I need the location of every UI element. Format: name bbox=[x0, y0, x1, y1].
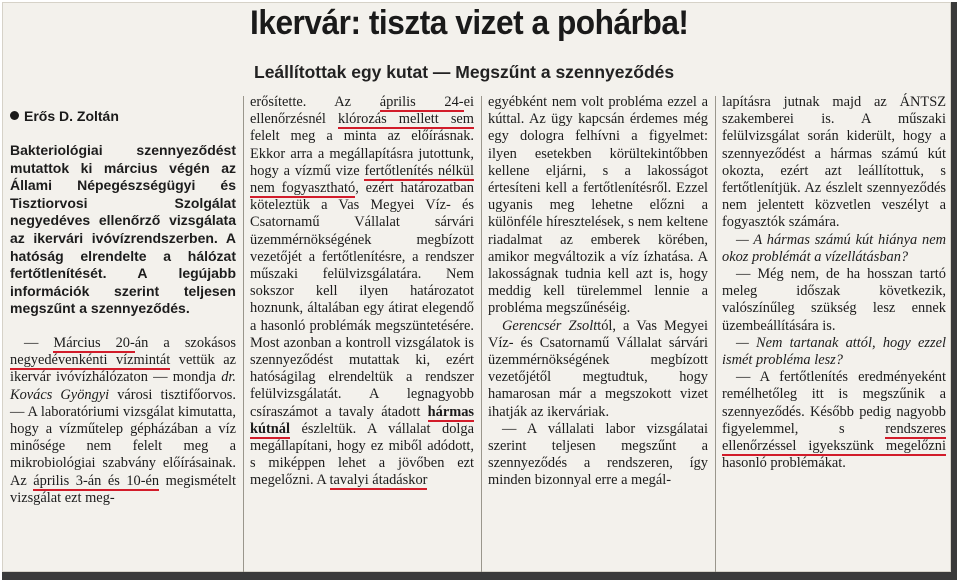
column-1 bbox=[10, 142, 236, 507]
article-lead: Bakteriológiai szennyeződést mutattok ki március végén az Állami Népegészségügyi és Tisztiorvosi Szolgálat negyedéves ellenőrző vizsgálata az ikervári ivóvízrendszerben. A hatóság elrendelte a hálózat fertőtlenítését. A legújabb információk szerint teljesen megszűnt a szennyeződés. bbox=[10, 142, 236, 317]
quoted-person: Gerencsér Zsolt bbox=[502, 317, 598, 334]
column-rule bbox=[243, 96, 244, 576]
underlined-date: április 24- bbox=[379, 94, 464, 110]
paragraph: — Március 20-án a szokásos negyedévenkénti vízmintát vettük az ikervár ivóvízhálózaton — mondja dr. Kovács Gyöngyi városi tisztifőorvos. — A laboratóriumi vizsgálat kimutatta, hogy a vízműtelep gépházában a víz minősége nem felelt meg a mikrobiológiai szabvány előírásainak. Az április 3-án és 10-én megismételt vizsgálat ezt meg- bbox=[10, 334, 236, 506]
column-4 bbox=[722, 94, 946, 472]
underlined-phrase: tavalyi átadáskor bbox=[329, 472, 428, 489]
underlined-phrase: rendszeres ellenőrzéssel igyekszünk megelőzni bbox=[722, 420, 946, 455]
paragraph: — A fertőtlenítés eredményeként remélhetőleg itt is megszűnik a szennyeződés. Később pedig nagyobb figyelemmel, s rendszeres ellenőrzéssel igyekszünk megelőzni hasonló problémákat. bbox=[722, 369, 946, 472]
subheadline: Leállítottak egy kutat — Megszűnt a szennyeződés bbox=[254, 62, 675, 82]
bullet-dot-icon bbox=[10, 111, 19, 120]
column-2 bbox=[250, 94, 474, 490]
interview-question: — Nem tartanak attól, hogy ezzel ismét probléma lesz? bbox=[722, 334, 946, 369]
underlined-phrase: fertőtlenítés nélkül nem fogyasztható bbox=[250, 162, 475, 197]
column-rule bbox=[481, 96, 482, 576]
underlined-date: Március 20- bbox=[53, 334, 135, 351]
paragraph: — Még nem, de ha hosszan tartó meleg időszak következik, valószínűleg szükség lesz ennek üzembeállítására is. bbox=[722, 266, 946, 334]
column-rule bbox=[715, 96, 716, 576]
paragraph: egyébként nem volt probléma ezzel a kúttal. Az ügy kapcsán érdemes még egy dologra felhívni a figyelmet: ilyen esetekben körültekintőbben kellene eljárni, s a lakosságot értesíteni kell a fertőtlenítésről. Ezzel ugyanis meg lehetne előzni a különféle híresztelések, s nem keltene riadalmat az emberek körében, amikor megváltozik a víz ízhatása. A lakosságnak tudnia kell azt is, hogy meddig kell türelemmel lennie a probléma megszűnéséig. bbox=[488, 94, 708, 317]
paragraph: — A vállalati labor vizsgálatai szerint teljesen megszűnt a szennyeződés a rendszeren, így minden bizonnyal erre a megál- bbox=[488, 420, 708, 489]
newspaper-clipping bbox=[2, 2, 957, 580]
underlined-phrase: hármas kútnál bbox=[250, 403, 474, 437]
underlined-phrase: klórozás mellett sem bbox=[337, 111, 474, 128]
author-name: Erős D. Zoltán bbox=[24, 108, 119, 124]
paragraph: erősítette. Az április 24-ei ellenőrzésnél klórozás mellett sem felelt meg a minta az előírásnak. Ekkor arra a megállapításra jutottunk, hogy a vízmű vize fertőtlenítés nélkül nem fogyasztható, ezért határozatban köteleztük a Vas Megyei Víz- és Csatornamű Vállalat sárvári üzemmérnökségének megbízott vezetőjét a fertőtlenítésre, a rendszer műszaki felülvizsgálatára. Nem sokszor kell ilyen határozatot hoznunk, általában egy átirat elegendő a hasonló problémák megszüntetésére. Most azonban a kontroll vizsgálatok is szennyeződést mutattak ki, ezért hatóságilag elrendeltük a rendszer felülvizsgálatát. A legnagyobb csíraszámot a tavaly átadott hármas kútnál észleltük. A vállalat dolga megállapítani, hogy ez miből adódott, s miképpen lehet a jövőben ezt megelőzni. A tavalyi átadáskor bbox=[250, 94, 475, 489]
underlined-dates: április 3-án és 10-én bbox=[33, 472, 160, 489]
column-3 bbox=[488, 94, 708, 490]
paragraph: Gerencsér Zsolttól, a Vas Megyei Víz- és Csatornamű Vállalat sárvári üzemmérnökségének megbízott vezetőjétől megtudtuk, hogy hamarosan már a megszokott vizet ihatják az ikerváriak. bbox=[488, 317, 708, 420]
paragraph: lapításra jutnak majd az ÁNTSZ szakemberei is. A műszaki felülvizsgálat során kiderült, hogy a szennyeződést a hármas számú kút okozta, ezért azt leállítottuk, s fertőtlenítjük. Az észlelt szennyeződés nem jelentett közvetlen veszélyt a fogyasztók számára. bbox=[722, 94, 946, 231]
byline bbox=[10, 108, 119, 124]
interview-question: — A hármas számú kút hiánya nem okoz problémát a vízellátásban? bbox=[722, 231, 946, 265]
headline: Ikervár: tiszta vizet a pohárba! bbox=[250, 4, 689, 42]
underlined-phrase: negyedévenkénti vízmintát bbox=[10, 352, 171, 369]
quoted-person: dr. Kovács Gyöngyi bbox=[10, 369, 236, 403]
